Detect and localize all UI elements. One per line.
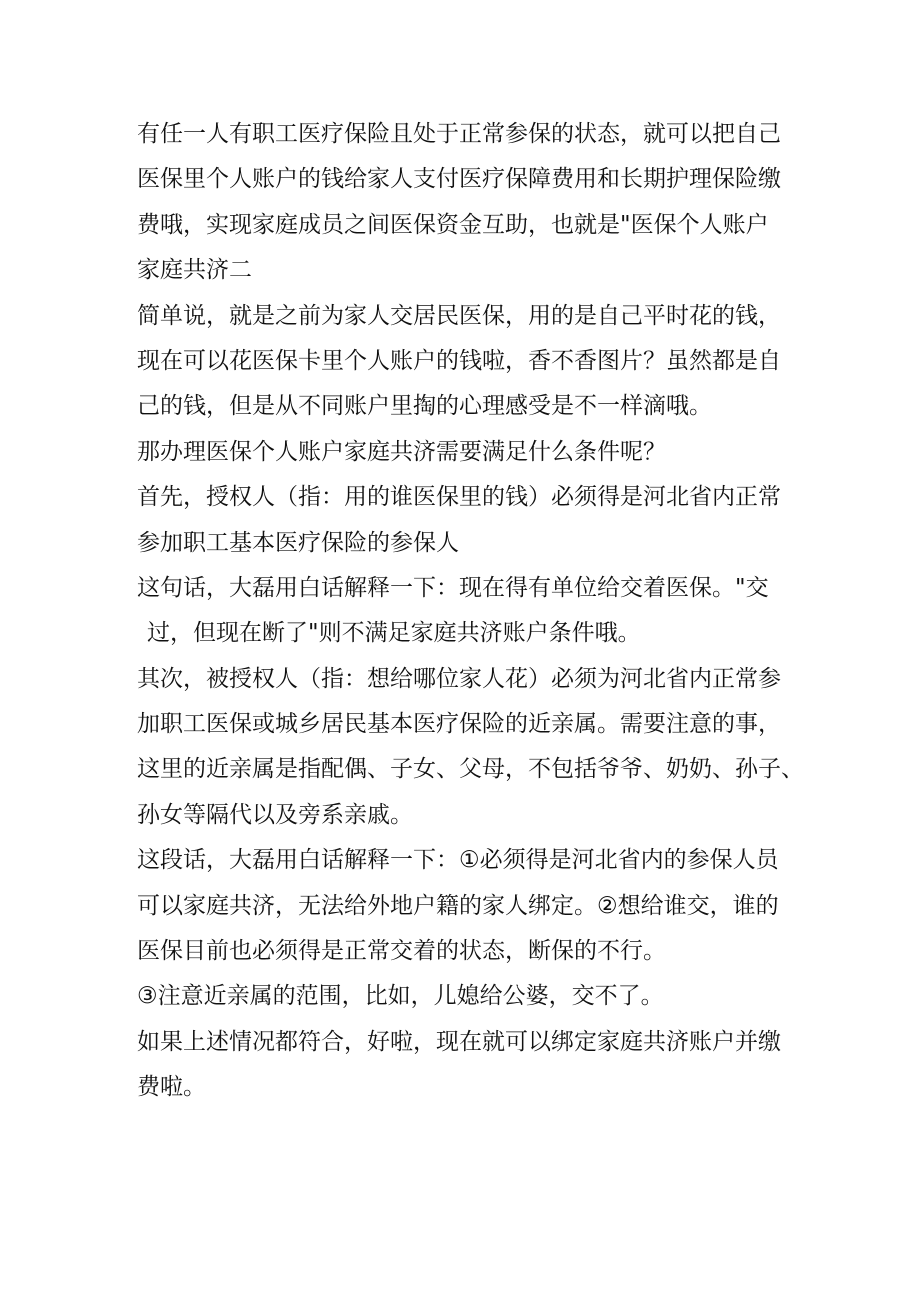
text-line: 可以家庭共济，无法给外地户籍的家人绑定。②想给谁交，谁的: [137, 892, 779, 919]
text-line: 有任一人有职工医疗保险且处于正常参保的状态，就可以把自己: [137, 121, 781, 147]
text-line: 加职工医保或城乡居民基本医疗保险的近亲属。需要注意的事，: [137, 711, 781, 738]
text-line: 这句话，大磊用白话解释一下：现在得有单位给交着医保。"交: [137, 574, 769, 601]
text-line: 过，但现在断了"则不满足家庭共济账户条件哦。: [147, 620, 641, 647]
text-line: 简单说，就是之前为家人交居民医保，用的是自己平时花的钱，: [137, 302, 781, 329]
text-line: 孙女等隔代以及旁系亲戚。: [137, 801, 413, 828]
text-line: 费啦。: [137, 1074, 206, 1101]
text-line: 现在可以花医保卡里个人账户的钱啦，香不香图片？虽然都是自: [137, 347, 781, 374]
text-line: 这里的近亲属是指配偶、子女、父母，不包括爷爷、奶奶、孙子、: [137, 756, 804, 783]
text-line: 医保里个人账户的钱给家人支付医疗保障费用和长期护理保险缴: [137, 166, 781, 193]
text-line: 如果上述情况都符合，好啦，现在就可以绑定家庭共济账户并缴: [137, 1028, 781, 1055]
text-line: 医保目前也必须得是正常交着的状态，断保的不行。: [137, 938, 666, 965]
text-line: 首先，授权人（指：用的谁医保里的钱）必须得是河北省内正常: [137, 484, 781, 511]
document-body: [137, 112, 817, 1111]
text-line: 其次，被授权人（指：想给哪位家人花）必须为河北省内正常参: [137, 665, 781, 692]
text-line: 费哦，实现家庭成员之间医保资金互助，也就是"医保个人账户: [137, 211, 769, 238]
text-line: 参加职工基本医疗保险的参保人: [137, 529, 459, 556]
text-line: 己的钱，但是从不同账户里掏的心理感受是不一样滴哦。: [137, 393, 712, 420]
text-line: 家庭共济二: [137, 257, 252, 284]
text-line: ③注意近亲属的范围，比如，儿媳给公婆，交不了。: [137, 983, 664, 1010]
text-line: 那办理医保个人账户家庭共济需要满足什么条件呢？: [137, 438, 666, 465]
text-line: 这段话，大磊用白话解释一下：①必须得是河北省内的参保人员: [137, 847, 779, 874]
